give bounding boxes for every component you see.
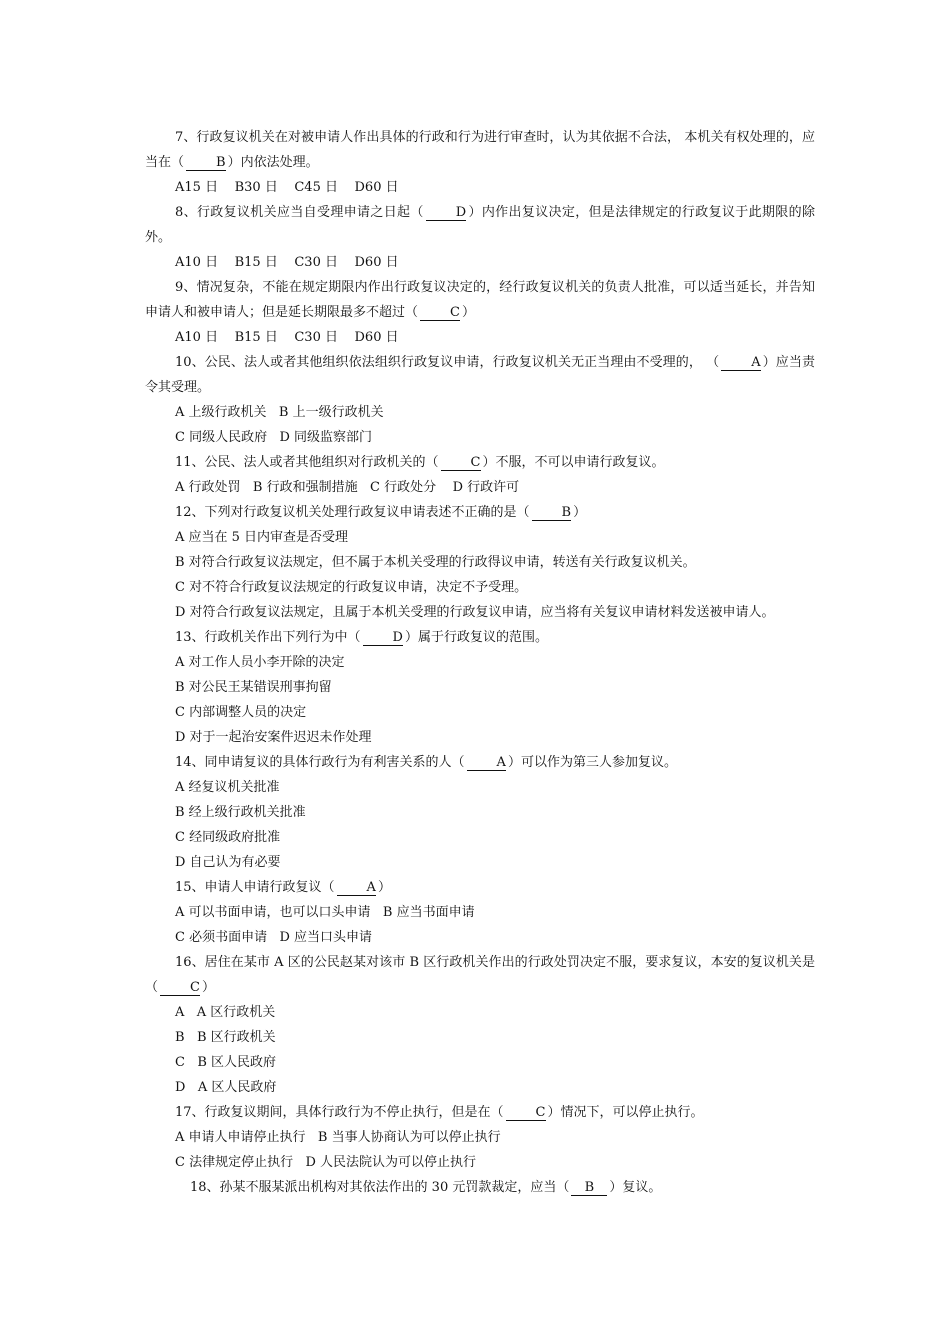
- question-13-option-c: C 内部调整人员的决定: [175, 705, 307, 720]
- question-15-option-line: A 可以书面申请，也可以口头申请 B 应当书面申请: [175, 905, 475, 920]
- question-8-stem: 8、行政复议机关应当自受理申请之日起（ D ）内作出复议决定，但是法律规定的行政复议于此期限的除外。: [145, 205, 815, 245]
- answer-blank: B: [571, 1180, 607, 1196]
- answer-blank: D: [363, 630, 403, 646]
- question-7-stem: 7、行政复议机关在对被申请人作出具体的行政和行为进行审查时，认为其依据不合法， 本机关有权处理的，应当在（ B ）内依法处理。: [145, 130, 815, 170]
- question-12-stem: 12、下列对行政复议机关处理行政复议申请表述不正确的是（ B ）: [175, 505, 587, 520]
- answer-blank: C: [441, 455, 481, 471]
- answer-blank: A: [337, 880, 376, 896]
- question-10-stem: 10、公民、法人或者其他组织依法组织行政复议申请，行政复议机关无正当理由不受理的， （ A ）应当责令其受理。: [145, 355, 815, 395]
- question-9-stem: 9、情况复杂，不能在规定期限内作出行政复议决定的，经行政复议机关的负责人批准，可以适当延长，并告知申请人和被申请人；但是延长期限最多不超过（ C ）: [145, 280, 815, 320]
- question-15-stem: 15、申请人申请行政复议（ A ）: [175, 880, 391, 895]
- question-13-option-a: A 对工作人员小李开除的决定: [175, 655, 345, 670]
- question-16-option-a: A A 区行政机关: [175, 1005, 276, 1020]
- question-12-option-c: C 对不符合行政复议法规定的行政复议申请，决定不予受理。: [175, 580, 528, 595]
- question-10-option-line: A 上级行政机关 B 上一级行政机关: [175, 405, 384, 420]
- question-13-option-b: B 对公民王某错误刑事拘留: [175, 680, 332, 695]
- question-16-option-b: B B 区行政机关: [175, 1030, 276, 1045]
- answer-blank: A: [467, 755, 506, 771]
- question-14-option-c: C 经同级政府批准: [175, 830, 281, 845]
- answer-blank: B: [186, 155, 226, 171]
- question-9-options: A10 日 B15 日 C30 日 D60 日: [175, 330, 399, 345]
- question-14-option-a: A 经复议机关批准: [175, 780, 280, 795]
- question-13-option-d: D 对于一起治安案件迟迟未作处理: [175, 730, 372, 745]
- question-12-option-b: B 对符合行政复议法规定，但不属于本机关受理的行政得议申请，转送有关行政复议机关。: [175, 555, 696, 570]
- question-list: [145, 125, 815, 1200]
- answer-blank: C: [420, 305, 460, 321]
- answer-blank: D: [426, 205, 466, 221]
- answer-blank: C: [160, 980, 200, 996]
- question-15-option-line: C 必须书面申请 D 应当口头申请: [175, 930, 373, 945]
- answer-blank: B: [532, 505, 572, 521]
- question-18-stem: 18、孙某不服某派出机构对其依法作出的 30 元罚款裁定，应当（ B ）复议。: [190, 1180, 662, 1195]
- question-12-option-a: A 应当在 5 日内审查是否受理: [175, 530, 349, 545]
- question-10-option-line: C 同级人民政府 D 同级监察部门: [175, 430, 373, 445]
- question-12-option-d: D 对符合行政复议法规定，且属于本机关受理的行政复议申请，应当将有关复议申请材料发送被申请人。: [175, 605, 775, 620]
- question-17-option-line: C 法律规定停止执行 D 人民法院认为可以停止执行: [175, 1155, 477, 1170]
- question-14-option-d: D 自己认为有必要: [175, 855, 281, 870]
- question-11-stem: 11、公民、法人或者其他组织对行政机关的（ C ）不服，不可以申请行政复议。: [175, 455, 665, 470]
- question-16-option-d: D A 区人民政府: [175, 1080, 277, 1095]
- question-14-option-b: B 经上级行政机关批准: [175, 805, 306, 820]
- question-16-stem: 16、居住在某市 A 区的公民赵某对该市 B 区行政机关作出的行政处罚决定不服，要求复议，本安的复议机关是（ C ）: [145, 955, 815, 995]
- question-13-stem: 13、行政机关作出下列行为中（ D ）属于行政复议的范围。: [175, 630, 548, 645]
- question-8-options: A10 日 B15 日 C30 日 D60 日: [175, 255, 399, 270]
- question-14-stem: 14、同申请复议的具体行政行为有利害关系的人（ A ）可以作为第三人参加复议。: [175, 755, 677, 770]
- answer-blank: C: [506, 1105, 546, 1121]
- question-17-option-line: A 申请人申请停止执行 B 当事人协商认为可以停止执行: [175, 1130, 501, 1145]
- question-7-options: A15 日 B30 日 C45 日 D60 日: [175, 180, 399, 195]
- answer-blank: A: [721, 355, 760, 371]
- question-16-option-c: C B 区人民政府: [175, 1055, 277, 1070]
- question-17-stem: 17、行政复议期间，具体行政行为不停止执行，但是在（ C ）情况下，可以停止执行。: [175, 1105, 704, 1120]
- question-11-options: A 行政处罚 B 行政和强制措施 C 行政处分 D 行政许可: [175, 480, 520, 495]
